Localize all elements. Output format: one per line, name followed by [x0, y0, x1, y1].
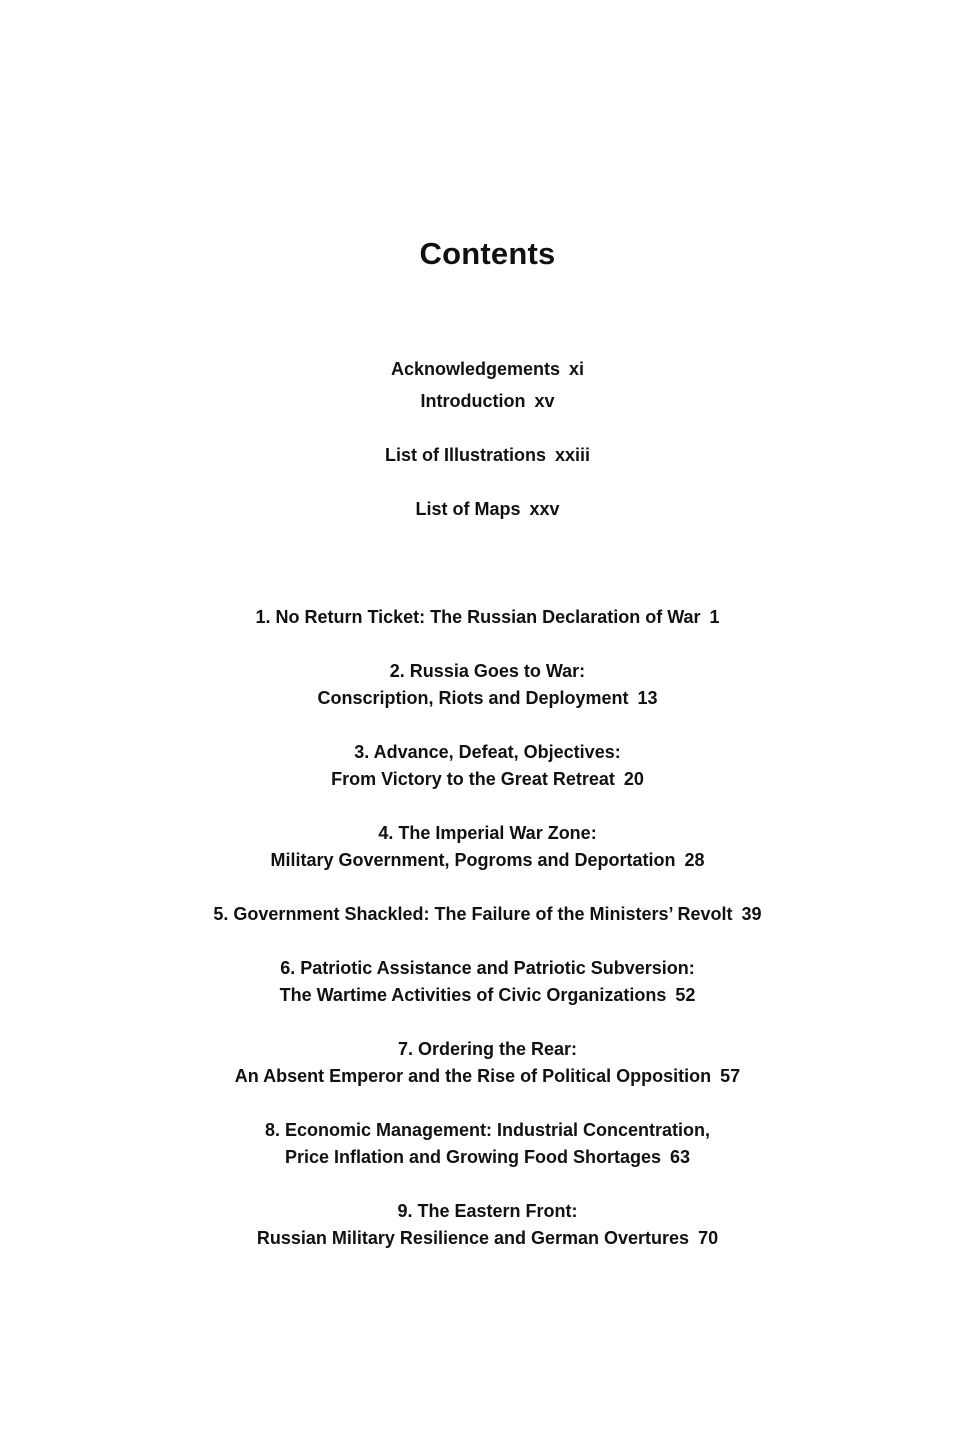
toc-chapter-3-subtitle[interactable] [0, 768, 975, 790]
toc-entry-acknowledgements[interactable] [0, 358, 975, 380]
page-title: Contents [419, 236, 556, 271]
toc-chapter-title: 8. Economic Management: Industrial Concentration, [264, 1120, 711, 1140]
toc-entry-page: xi [569, 359, 585, 379]
toc-chapter-subtitle: Russian Military Resilience and German Overtures [256, 1228, 690, 1248]
toc-chapter-page: 63 [670, 1147, 691, 1167]
toc-chapter-8[interactable] [0, 1119, 975, 1141]
toc-chapter-5[interactable] [0, 903, 975, 925]
toc-entry-page: xxv [529, 499, 560, 519]
toc-chapter-title: 1. No Return Ticket: The Russian Declaration of War [255, 607, 701, 627]
toc-chapter-9-subtitle[interactable] [0, 1227, 975, 1249]
toc-entry-label: Acknowledgements [390, 359, 561, 379]
toc-chapter-title: 6. Patriotic Assistance and Patriotic Subversion: [280, 958, 695, 978]
toc-chapter-page: 13 [637, 688, 658, 708]
toc-chapter-title: 7. Ordering the Rear: [397, 1039, 578, 1059]
toc-chapter-page: 20 [623, 769, 644, 789]
toc-chapter-subtitle: Military Government, Pogroms and Deportation [270, 850, 676, 870]
toc-chapter-page: 52 [675, 985, 696, 1005]
toc-chapter-page: 28 [684, 850, 705, 870]
toc-entry-list-of-maps[interactable] [0, 498, 975, 520]
toc-chapter-1[interactable] [0, 606, 975, 628]
toc-entry-page: xv [534, 391, 555, 411]
toc-chapter-title: 9. The Eastern Front: [397, 1201, 578, 1221]
toc-entry-page: xxiii [554, 445, 591, 465]
toc-entry-list-of-illustrations[interactable] [0, 444, 975, 466]
toc-chapter-title: 5. Government Shackled: The Failure of the Ministers’ Revolt [213, 904, 733, 924]
toc-chapter-4[interactable] [0, 822, 975, 844]
toc-chapter-page: 1 [709, 607, 720, 627]
toc-chapter-7[interactable] [0, 1038, 975, 1060]
toc-chapter-subtitle: Conscription, Riots and Deployment [317, 688, 629, 708]
toc-chapter-title: 4. The Imperial War Zone: [378, 823, 597, 843]
toc-entry-label: Introduction [420, 391, 526, 411]
toc-chapter-page: 70 [698, 1228, 719, 1248]
toc-entry-label: List of Maps [415, 499, 521, 519]
toc-chapter-9[interactable] [0, 1200, 975, 1222]
toc-chapter-8-subtitle[interactable] [0, 1146, 975, 1168]
toc-chapter-subtitle: An Absent Emperor and the Rise of Political Opposition [234, 1066, 712, 1086]
toc-chapter-6[interactable] [0, 957, 975, 979]
toc-entry-introduction[interactable] [0, 390, 975, 412]
toc-chapter-3[interactable] [0, 741, 975, 763]
toc-chapter-title: 3. Advance, Defeat, Objectives: [354, 742, 621, 762]
toc-chapter-subtitle: The Wartime Activities of Civic Organizations [279, 985, 667, 1005]
toc-chapter-2-subtitle[interactable] [0, 687, 975, 709]
toc-chapter-2[interactable] [0, 660, 975, 682]
toc-chapter-page: 57 [720, 1066, 741, 1086]
toc-chapter-subtitle: Price Inflation and Growing Food Shortages [284, 1147, 661, 1167]
toc-chapter-7-subtitle[interactable] [0, 1065, 975, 1087]
toc-chapter-title: 2. Russia Goes to War: [389, 661, 586, 681]
toc-chapter-page: 39 [741, 904, 762, 924]
toc-entry-label: List of Illustrations [384, 445, 546, 465]
toc-chapter-6-subtitle[interactable] [0, 984, 975, 1006]
toc-chapter-4-subtitle[interactable] [0, 849, 975, 871]
toc-chapter-subtitle: From Victory to the Great Retreat [331, 769, 615, 789]
